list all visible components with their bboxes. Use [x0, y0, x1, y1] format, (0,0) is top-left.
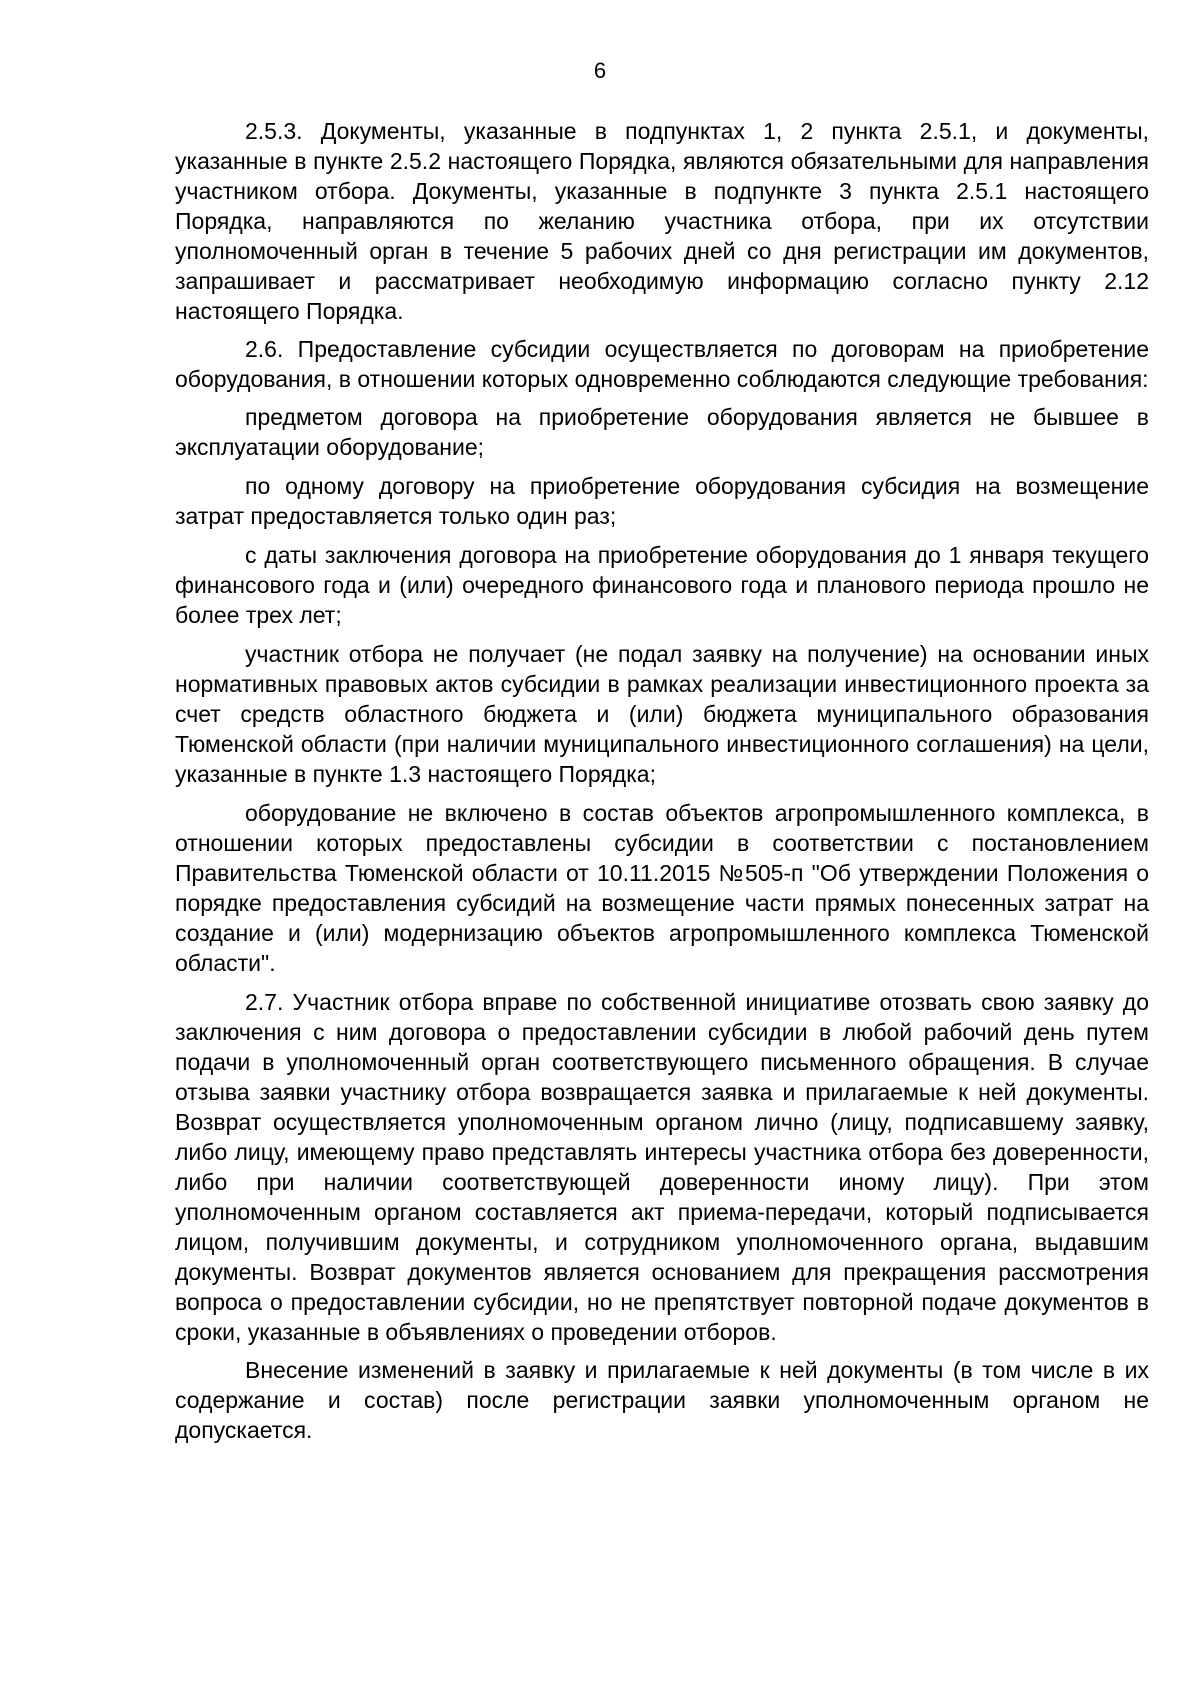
requirement-three-years: с даты заключения договора на приобретение оборудования до 1 января текущего финансового года и (или) очередного финансового года и планового периода прошло не более трех лет; — [175, 542, 1149, 628]
page-number: 6 — [593, 58, 607, 83]
paragraph-changes-not-allowed: Внесение изменений в заявку и прилагаемые к ней документы (в том числе в их содержание и состав) после регистрации заявки уполномоченным органом не допускается. — [175, 1357, 1149, 1443]
requirement-not-in-agro-objects: оборудование не включено в состав объектов агропромышленного комплекса, в отношении которых предоставлены субсидии в соответствии с постановлением Правительства Тюменской области от 10.11.2015 №505-п "Об утверждении Положения о порядке предоставления субсидий на возмещение части прямых понесенных затрат на создание и (или) модернизацию объектов агропромышленного комплекса Тюменской области". — [175, 800, 1149, 976]
paragraph-2-6: 2.6. Предоставление субсидии осуществляется по договорам на приобретение оборудования, в отношении которых одновременно соблюдаются следующие требования: — [175, 336, 1149, 392]
paragraph-2-7: 2.7. Участник отбора вправе по собственной инициативе отозвать свою заявку до заключения с ним договора о предоставлении субсидии в любой рабочий день путем подачи в уполномоченный орган соответствующего письменного обращения. В случае отзыва заявки участнику отбора возвращается заявка и прилагаемые к ней документы. Возврат осуществляется уполномоченным органом лично (лицу, подписавшему заявку, либо лицу, имеющему право представлять интересы участника отбора без доверенности, либо при наличии соответствующей доверенности иному лицу). При этом уполномоченным органом составляется акт приема-передачи, который подписывается лицом, получившим документы, и сотрудником уполномоченного органа, выдавшим документы. Возврат документов является основанием для прекращения рассмотрения вопроса о предоставлении субсидии, но не препятствует повторной подаче документов в сроки, указанные в объявлениях о проведении отборов. — [175, 989, 1149, 1345]
requirement-new-equipment: предметом договора на приобретение оборудования является не бывшее в эксплуатации оборудование; — [175, 404, 1149, 460]
requirement-no-other-subsidy: участник отбора не получает (не подал заявку на получение) на основании иных нормативных правовых актов субсидии в рамках реализации инвестиционного проекта за счет средств областного бюджета и (или) бюджета муниципального образования Тюменской области (при наличии муниципального инвестиционного соглашения) на цели, указанные в пункте 1.3 настоящего Порядка; — [175, 641, 1149, 787]
requirement-single-payment: по одному договору на приобретение оборудования субсидия на возмещение затрат предоставляется только один раз; — [175, 473, 1149, 529]
paragraph-2-5-3: 2.5.3. Документы, указанные в подпунктах 1, 2 пункта 2.5.1, и документы, указанные в пункте 2.5.2 настоящего Порядка, являются обязательными для направления участником отбора. Документы, указанные в подпункте 3 пункта 2.5.1 настоящего Порядка, направляются по желанию участника отбора, при их отсутствии уполномоченный орган в течение 5 рабочих дней со дня регистрации им документов, запрашивает и рассматривает необходимую информацию согласно пункту 2.12 настоящего Порядка. — [175, 118, 1149, 324]
document-body — [175, 116, 1149, 1453]
